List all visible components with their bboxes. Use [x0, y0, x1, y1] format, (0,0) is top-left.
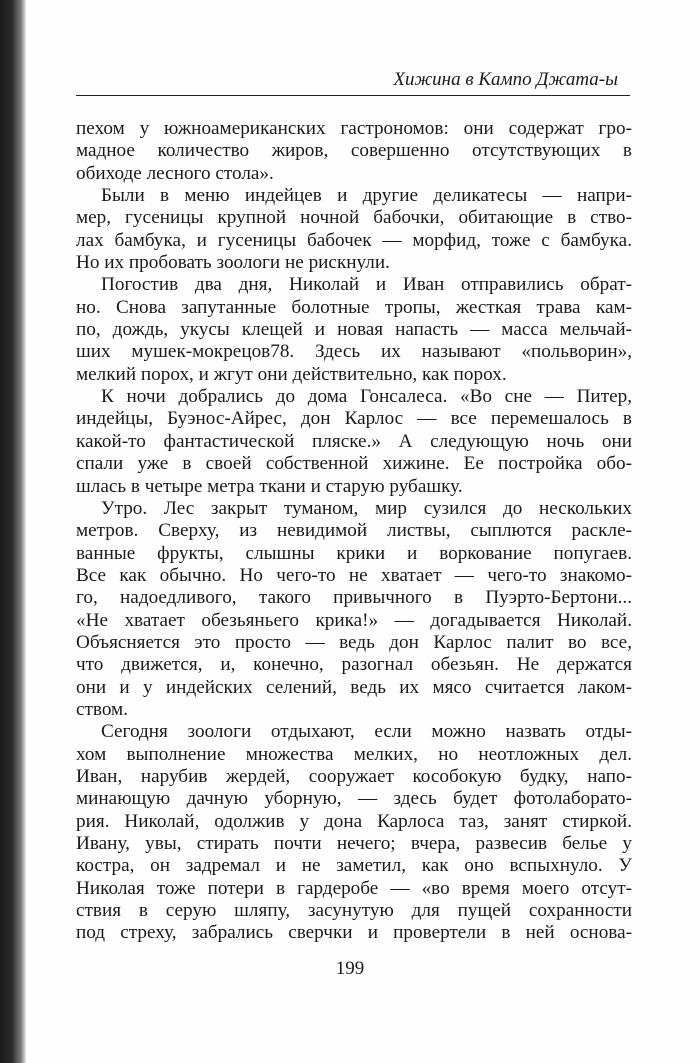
text-line: ших мушек-мокрецов78. Здесь их называют «польворин», — [76, 341, 632, 363]
text-line: шлась в четыре метра ткани и старую рубашку. — [76, 475, 463, 497]
text-line: Николая тоже потери в гардеробе — «во время моего отсут- — [76, 877, 632, 899]
page-number: 199 — [335, 958, 365, 979]
text-line: Объясняется это просто — ведь дон Карлос палит во все, — [76, 631, 632, 653]
text-line: спали уже в своей собственной хижине. Ее постройка обо- — [76, 453, 632, 475]
text-line: Погостив два дня, Николай и Иван отправились обрат- — [101, 274, 632, 296]
text-line: Все как обычно. Но чего-то не хватает — чего-то знакомо- — [76, 564, 632, 586]
text-line: какой-то фантастической пляске.» А следующую ночь они — [76, 430, 632, 452]
text-line: по, дождь, укусы клещей и новая напасть — масса мельчай- — [76, 319, 632, 341]
text-line: Иван, нарубив жердей, сооружает кособокую будку, напо- — [76, 765, 632, 787]
text-line: ством. — [76, 698, 128, 720]
text-line: мадное количество жиров, совершенно отсутствующих в — [76, 140, 632, 162]
text-line: что движется, и, конечно, разогнал обезьян. Не держатся — [76, 654, 632, 676]
header-rule — [76, 95, 630, 96]
text-line: Утро. Лес закрыт туманом, мир сузился до нескольких — [101, 497, 632, 519]
text-line: хом выполнение множества мелких, но неотложных дел. — [76, 743, 632, 765]
text-line: ванные фрукты, слышны крики и воркование попугаев. — [76, 542, 632, 564]
text-line: минающую дачную уборную, — здесь будет фотолаборато- — [76, 788, 632, 810]
text-line: Сегодня зоологи отдыхают, если можно назвать отды- — [101, 721, 632, 743]
text-line: костра, он задремал и не заметил, как оно вспыхнуло. У — [76, 855, 632, 877]
text-line: мелкий порох, и жгут они действительно, как порох. — [76, 363, 507, 385]
running-head: Хижина в Кампо Джата-ы — [393, 69, 618, 90]
text-line: индейцы, Буэнос-Айрес, дон Карлос — все перемешалось в — [76, 408, 632, 430]
text-line: рия. Николай, одолжив у дона Карлоса таз, занят стиркой. — [76, 810, 632, 832]
body-text — [76, 118, 632, 945]
text-line: К ночи добрались до дома Гонсалеса. «Во сне — Питер, — [101, 386, 632, 408]
text-line: они и у индейских селений, ведь их мясо считается лаком- — [76, 676, 632, 698]
text-line: го, надоедливого, такого привычного в Пуэрто-Бертони... — [76, 587, 632, 609]
text-line: мер, гусеницы крупной ночной бабочки, обитающие в ство- — [76, 207, 632, 229]
text-line: Ивану, увы, стирать почти нечего; вчера, развесив белье у — [76, 833, 632, 854]
book-spine-shadow — [0, 0, 26, 1063]
text-line: Были в меню индейцев и другие деликатесы — напри- — [101, 185, 632, 207]
text-line: Но их пробовать зоологи не рискнули. — [76, 252, 390, 274]
text-line: лах бамбука, и гусеницы бабочек — морфид, тоже с бамбука. — [76, 229, 632, 251]
text-line: но. Снова запутанные болотные тропы, жесткая трава кам- — [76, 296, 632, 318]
text-line: пехом у южноамериканских гастрономов: они содержат гро- — [76, 118, 632, 139]
text-line: «Не хватает обезьяньего крика!» — догадывается Николай. — [76, 609, 632, 631]
text-line: под стреху, забрались сверчки и провертели в ней основа- — [76, 922, 632, 944]
text-line: ствия в серую шляпу, засунутую для пущей сохранности — [76, 900, 632, 922]
text-line: метров. Сверху, из невидимой листвы, сыплются раскле- — [76, 520, 632, 542]
text-line: обиходе лесного стола». — [76, 162, 274, 184]
